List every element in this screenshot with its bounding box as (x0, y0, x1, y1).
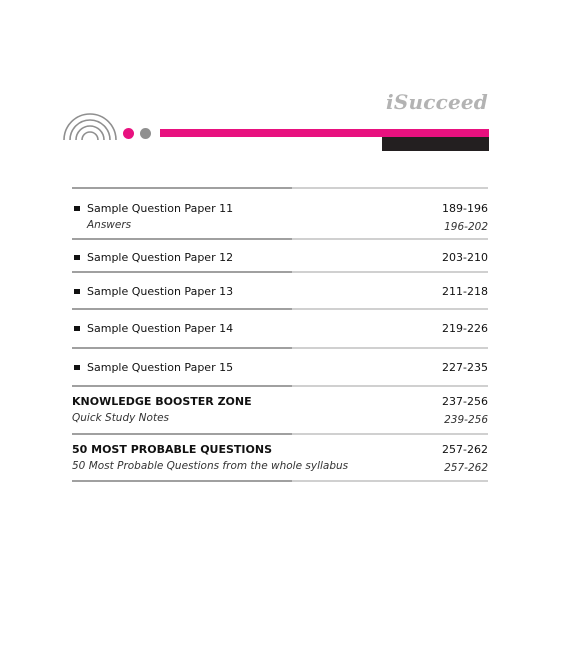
toc-entry-title: Sample Question Paper 13 (87, 285, 234, 298)
toc-entry[interactable] (72, 349, 488, 385)
toc-entry[interactable] (72, 189, 488, 238)
toc-entry-pages: 189-196 (442, 202, 488, 215)
toc-entry-pages: 227-235 (442, 361, 488, 374)
header-pink-bar (160, 129, 489, 137)
toc-entry-subpages: 196-202 (444, 221, 488, 233)
toc-section-subpages: 239-256 (444, 414, 488, 426)
toc-section-pages: 257-262 (442, 443, 488, 456)
toc-entry-title: Sample Question Paper 12 (87, 251, 234, 264)
toc-entry-subtitle: Answers (87, 219, 132, 231)
bullet-icon (74, 289, 80, 294)
toc-section-title: 50 MOST PROBABLE QUESTIONS (72, 443, 273, 456)
toc-entry-pages: 203-210 (442, 251, 488, 264)
toc-entry-title: Sample Question Paper 11 (87, 202, 234, 215)
toc-section[interactable] (72, 387, 488, 433)
header-dark-bar (382, 137, 489, 151)
divider (72, 480, 488, 482)
brand-logo: iSucceed (386, 90, 488, 114)
grey-dot (140, 128, 151, 139)
toc-section[interactable] (72, 435, 488, 480)
toc-entry-pages: 211-218 (442, 285, 488, 298)
table-of-contents (72, 187, 488, 482)
bullet-icon (74, 206, 80, 211)
pink-dot (123, 128, 134, 139)
toc-section-subpages: 257-262 (444, 462, 488, 474)
toc-section-pages: 237-256 (442, 395, 488, 408)
toc-entry[interactable] (72, 240, 488, 271)
concentric-arcs-icon (62, 110, 118, 140)
toc-entry-title: Sample Question Paper 15 (87, 361, 234, 374)
toc-section-subtitle: 50 Most Probable Questions from the whole syllabus (72, 460, 349, 472)
toc-entry-title: Sample Question Paper 14 (87, 322, 234, 335)
bullet-icon (74, 365, 80, 370)
bullet-icon (74, 255, 80, 260)
toc-entry-pages: 219-226 (442, 322, 488, 335)
toc-section-subtitle: Quick Study Notes (72, 412, 170, 424)
bullet-icon (74, 326, 80, 331)
toc-section-title: KNOWLEDGE BOOSTER ZONE (72, 395, 252, 408)
toc-entry[interactable] (72, 310, 488, 347)
toc-entry[interactable] (72, 273, 488, 308)
